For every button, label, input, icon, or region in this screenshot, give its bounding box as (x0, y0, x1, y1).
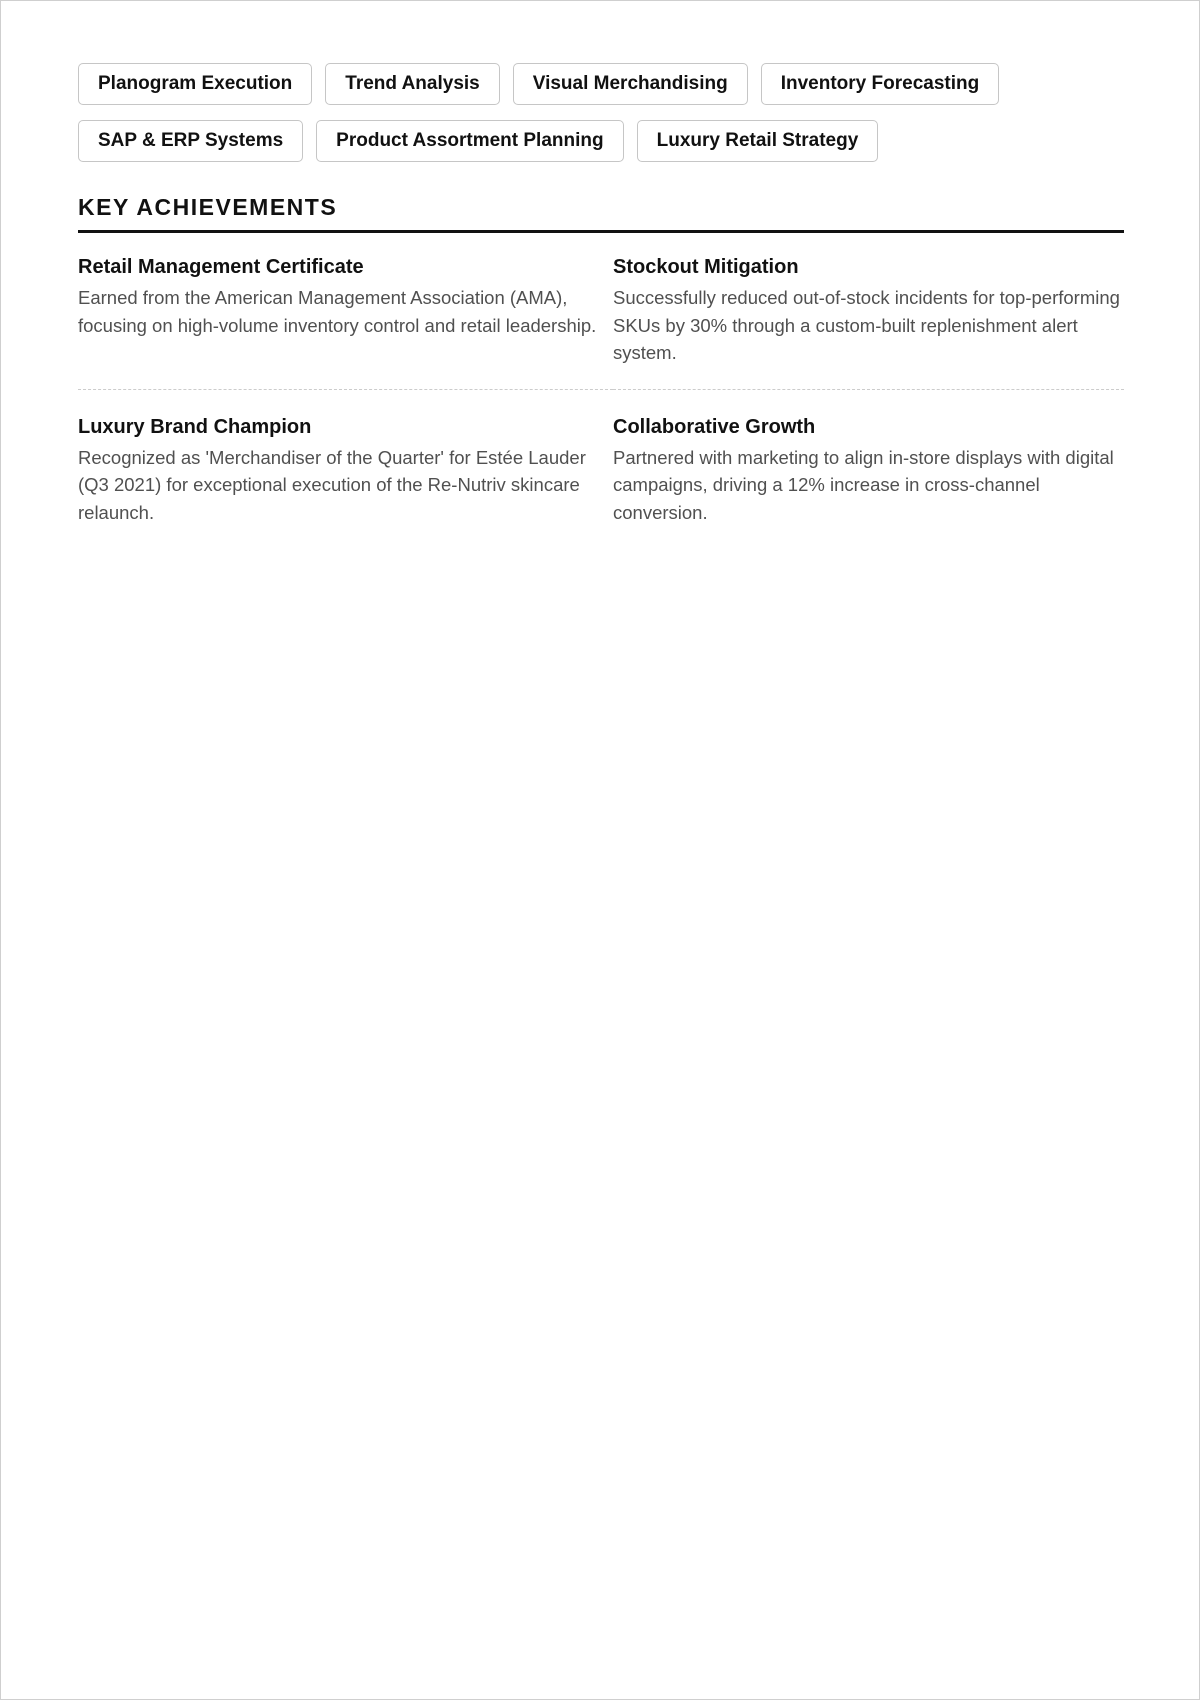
achievement-item (613, 233, 1124, 390)
achievement-description: Earned from the American Management Association (AMA), focusing on high-volume inventory control and retail leadership. (78, 287, 597, 336)
skill-tag: Product Assortment Planning (316, 120, 623, 162)
skill-tag: Visual Merchandising (513, 63, 748, 105)
achievement-item (78, 390, 613, 549)
achievement-item (613, 390, 1124, 549)
achievements-grid (78, 233, 1124, 548)
achievement-description: Recognized as 'Merchandiser of the Quarter' for Estée Lauder (Q3 2021) for exceptional execution of the Re-Nutriv skincare relaunch. (78, 446, 586, 523)
achievement-title: Stockout Mitigation (613, 256, 799, 278)
achievement-item (78, 233, 613, 390)
achievement-title: Retail Management Certificate (78, 256, 364, 278)
achievement-description: Successfully reduced out-of-stock incidents for top-performing SKUs by 30% through a custom-built replenishment alert system. (613, 287, 1120, 363)
achievement-title: Collaborative Growth (613, 415, 816, 438)
skill-tag: Inventory Forecasting (761, 63, 1000, 105)
section-title-key-achievements: KEY ACHIEVEMENTS (78, 194, 1124, 233)
skill-tag: SAP & ERP Systems (78, 120, 303, 162)
skill-tag: Luxury Retail Strategy (637, 120, 879, 162)
achievement-title: Luxury Brand Champion (78, 415, 312, 438)
skills-tag-list (78, 63, 1078, 162)
achievement-description: Partnered with marketing to align in-store displays with digital campaigns, driving a 12% increase in cross-channel conversion. (613, 446, 1114, 523)
skill-tag: Trend Analysis (325, 63, 499, 105)
page-content (78, 63, 1124, 548)
skill-tag: Planogram Execution (78, 63, 312, 105)
